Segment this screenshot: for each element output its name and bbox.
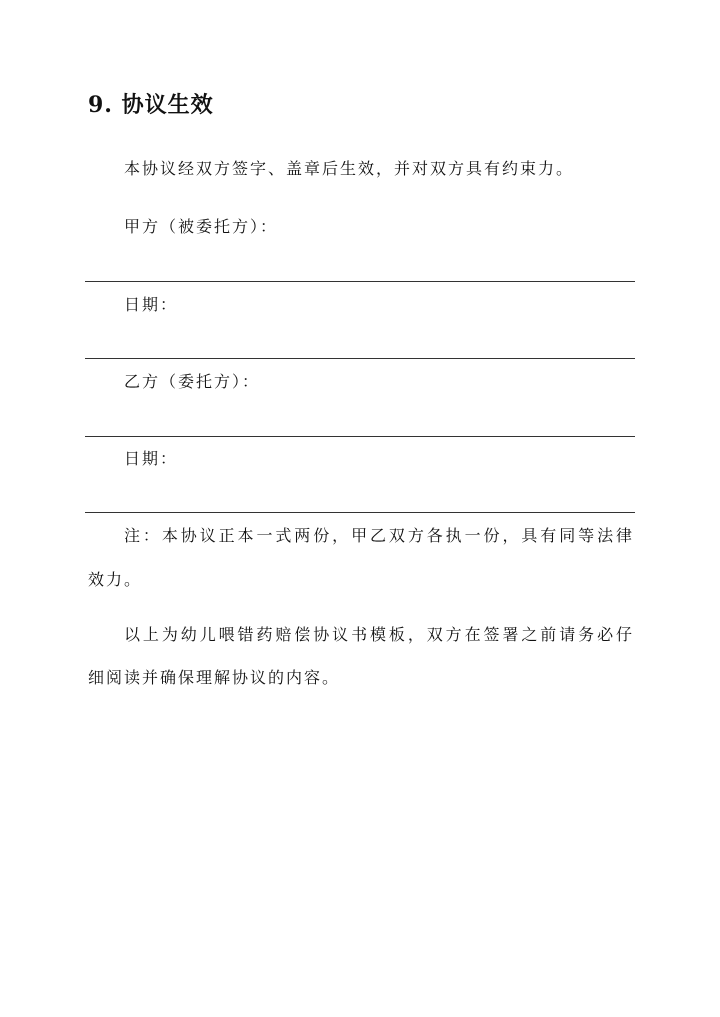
note-line-2: 效力。 (88, 570, 143, 589)
note-line-1: 注：本协议正本一式两份，甲乙双方各执一份，具有同等法律 (124, 526, 633, 545)
party-a-label: 甲方（被委托方）： (124, 217, 279, 236)
closing-line-2: 细阅读并确保理解协议的内容。 (88, 668, 341, 687)
party-b-label: 乙方（委托方）： (124, 372, 261, 391)
closing-line-1: 以上为幼儿喂错药赔偿协议书模板，双方在签署之前请务必仔 (124, 625, 633, 644)
party-b-date-label: 日期： (124, 449, 179, 468)
party-a-date-label: 日期： (124, 295, 179, 314)
party-b-signature-line (85, 436, 635, 437)
party-a-signature-line (85, 281, 635, 282)
section-heading: 9. 协议生效 (88, 92, 214, 118)
effect-statement: 本协议经双方签字、盖章后生效，并对双方具有约束力。 (124, 159, 575, 178)
party-a-date-line (85, 358, 635, 359)
party-b-date-line (85, 512, 635, 513)
